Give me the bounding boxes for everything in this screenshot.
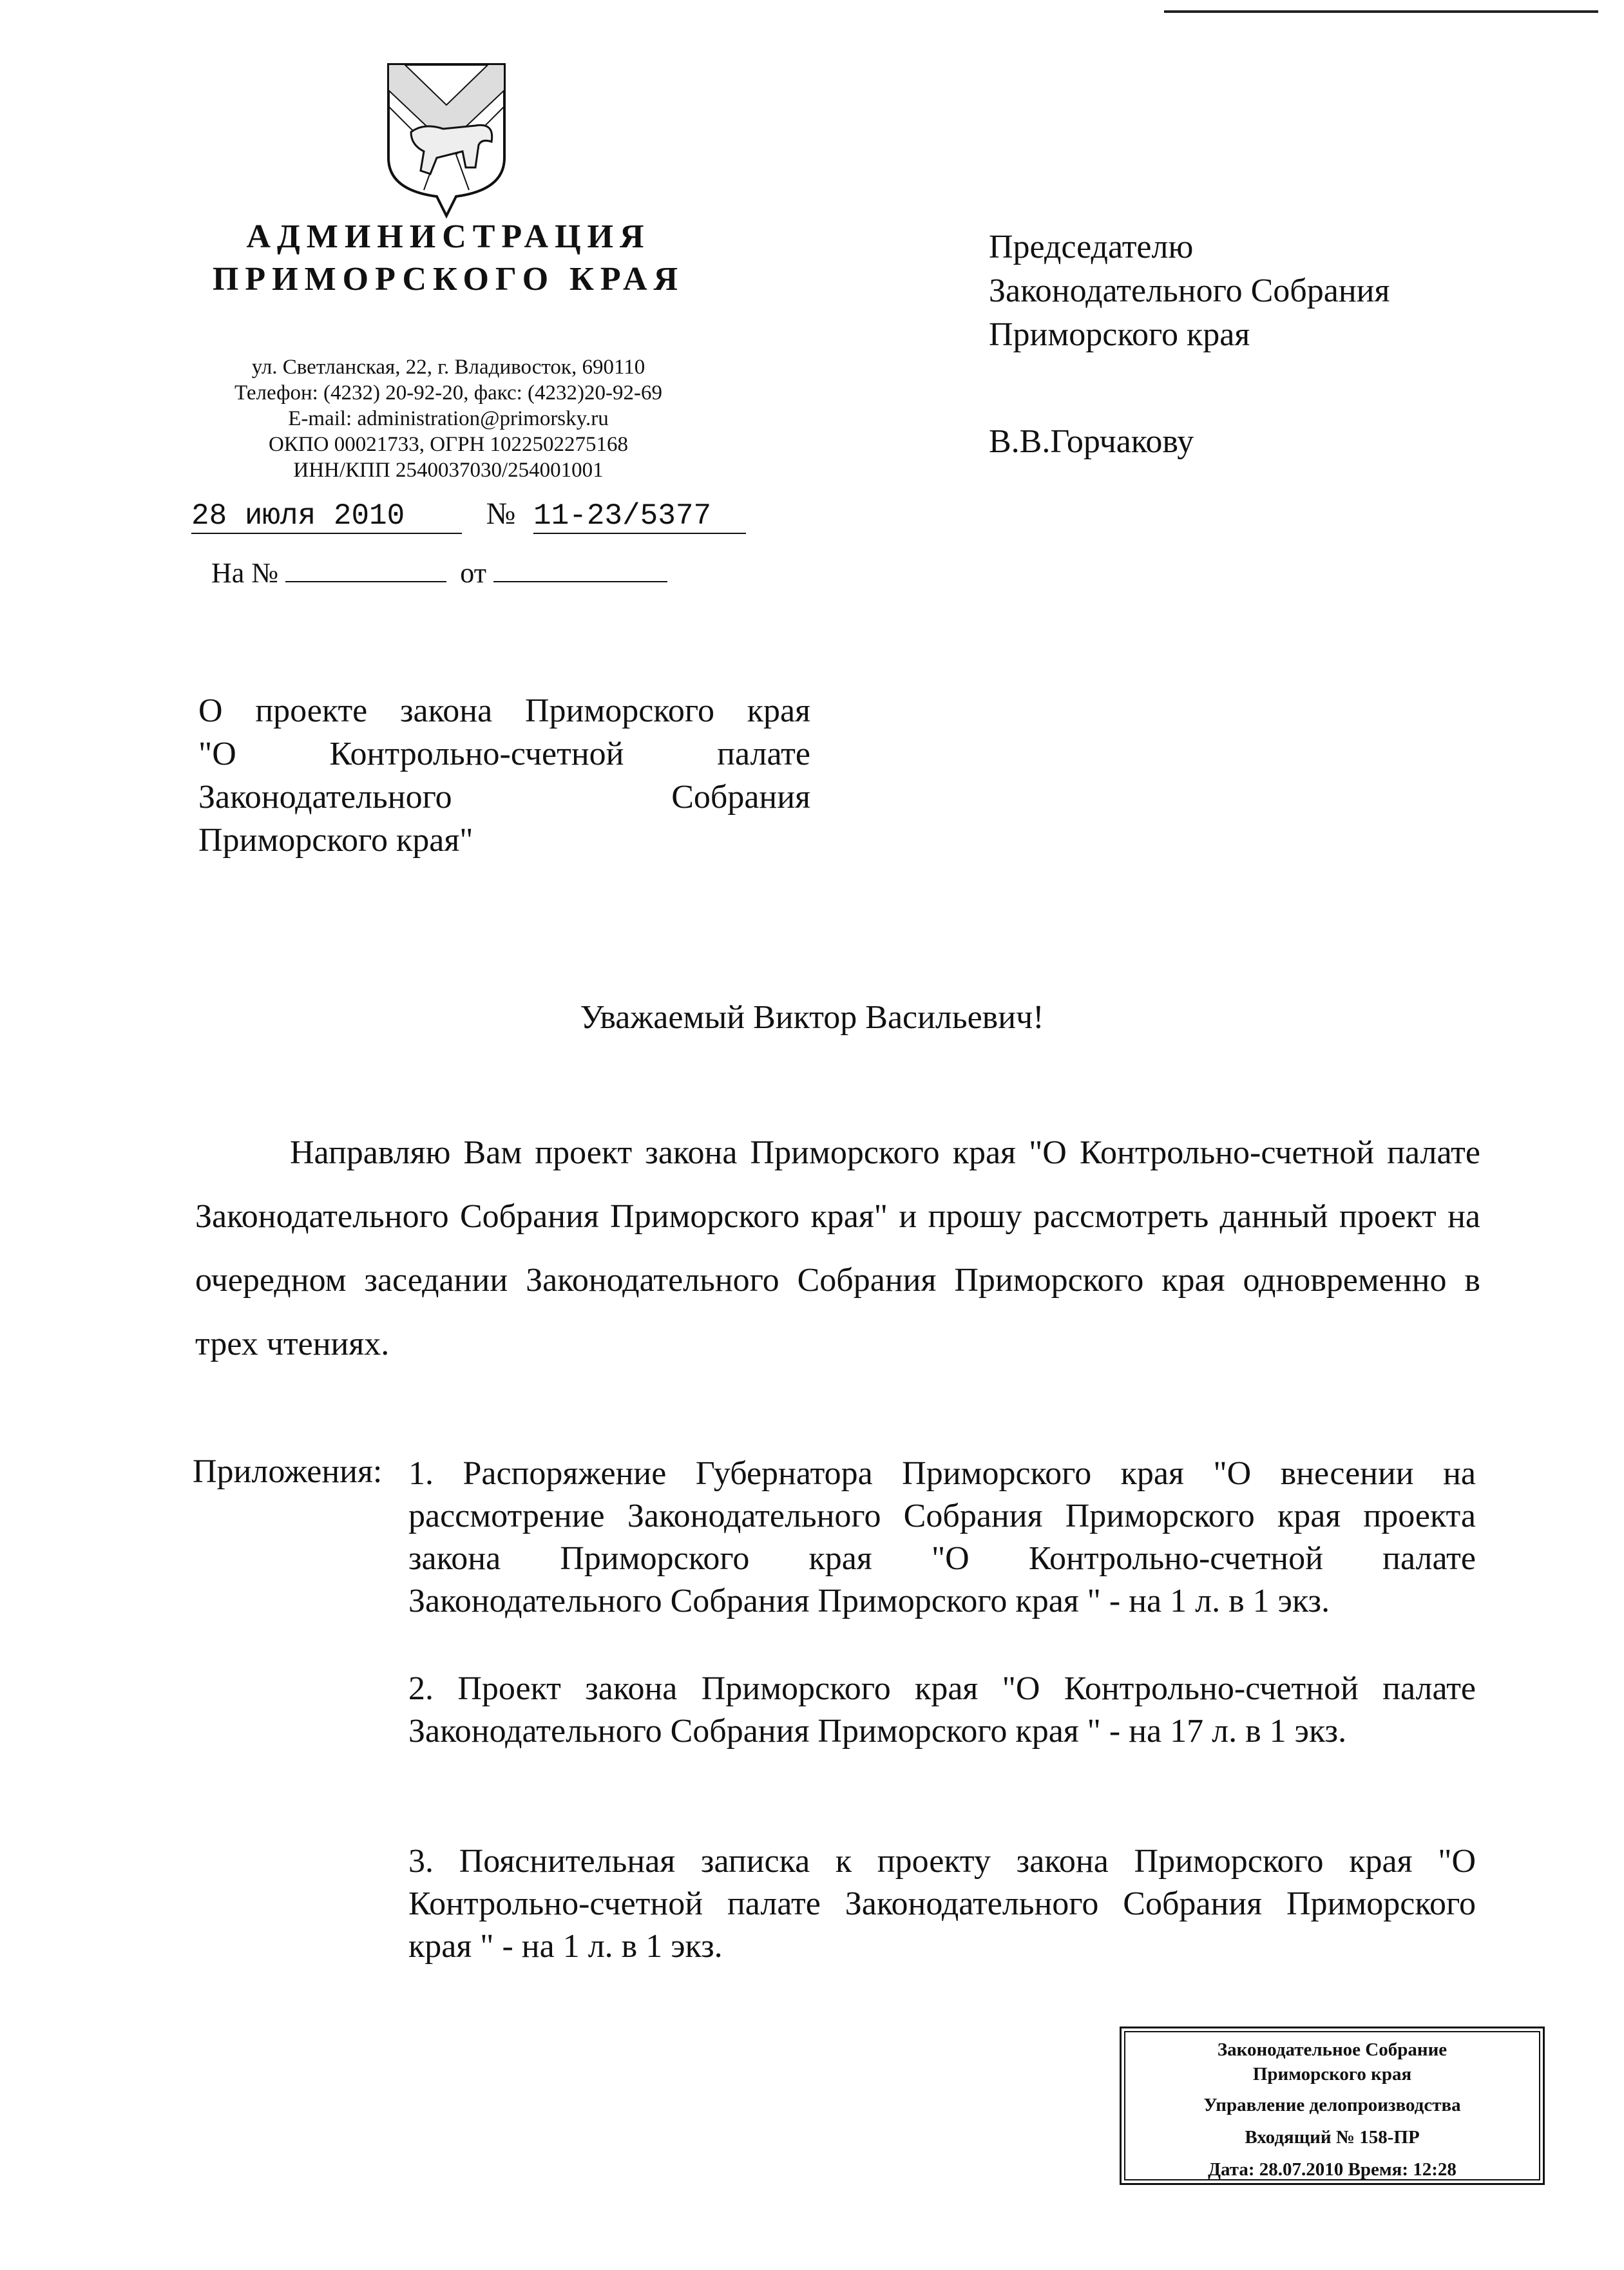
body-paragraph: Направляю Вам проект закона Приморского края "О Контрольно-счетной палате Законодательного Собрания Приморского края" и прошу рассмотреть данный проект на очередном заседании Законодательного Собрания Приморского края одновременно в трех чтениях.: [195, 1134, 1480, 1362]
reply-from-label: от: [460, 557, 486, 589]
email-line: E-mail: administration@primorsky.ru: [288, 407, 609, 430]
stamp-incoming-number: Входящий № 158-ПР: [1245, 2127, 1420, 2148]
okpo-line: ОКПО 00021733, ОГРН 1022502275168: [268, 433, 629, 456]
greeting: Уважаемый Виктор Васильевич!: [580, 999, 1044, 1036]
attachment-item: 1. Распоряжение Губернатора Приморского края "О внесении на рассмотрение Законодательного Собрания Приморского края проекта закона Приморского края "О Контрольно-счетной палате Законодательного Собрания Приморского края " - на 1 л. в 1 экз.: [408, 1455, 1476, 1619]
attachment-item: 3. Пояснительная записка к проекту закона Приморского края "О Контрольно-счетной палате Законодательного Собрания Приморского края " - на 1 л. в 1 экз.: [408, 1843, 1476, 1965]
stamp-line: Законодательное Собрание: [1217, 2039, 1447, 2060]
subject-line: "О Контрольно-счетной палате: [198, 736, 810, 772]
reply-reference-row: [211, 555, 667, 589]
org-address-block: [191, 354, 706, 483]
outgoing-date: 28 июля 2010: [191, 499, 462, 534]
attachment-item: 2. Проект закона Приморского края "О Контрольно-счетной палате Законодательного Собрания Приморского края " - на 17 л. в 1 экз.: [408, 1670, 1476, 1750]
attachments-label: Приложения:: [193, 1453, 383, 1490]
subject-line: Законодательного Собрания: [198, 779, 810, 815]
outgoing-number: 11-23/5377: [533, 499, 746, 534]
reply-number-label: На №: [211, 557, 279, 589]
recipient-title: Приморского края: [989, 316, 1250, 353]
number-label: №: [486, 497, 516, 531]
stamp-line: Управление делопроизводства: [1203, 2095, 1461, 2115]
subject-block: [198, 689, 810, 862]
reply-date-blank: [493, 555, 667, 582]
org-name-line1: АДМИНИСТРАЦИЯ: [246, 218, 651, 255]
stamp-datetime: Дата: 28.07.2010 Время: 12:28: [1208, 2159, 1457, 2180]
scan-edge-line: [1164, 10, 1598, 13]
stamp-line: Приморского края: [1252, 2064, 1412, 2084]
coat-of-arms-icon: [385, 61, 508, 219]
subject-line: Приморского края": [198, 822, 473, 859]
recipient-name: В.В.Горчакову: [989, 423, 1194, 460]
recipient-title: Законодательного Собрания: [989, 272, 1390, 309]
address-line: ул. Светланская, 22, г. Владивосток, 690110: [251, 356, 645, 379]
inn-line: ИНН/КПП 2540037030/254001001: [293, 459, 604, 482]
reply-number-blank: [285, 555, 446, 582]
org-name-line2: ПРИМОРСКОГО КРАЯ: [212, 261, 685, 298]
incoming-registration-stamp: [1120, 2027, 1545, 2185]
recipient-block: [989, 225, 1390, 464]
recipient-title: Председателю: [989, 229, 1194, 265]
outgoing-date-row: [191, 496, 746, 534]
subject-line: О проекте закона Приморского края: [198, 692, 810, 729]
phone-line: Телефон: (4232) 20-92-20, факс: (4232)20-92-69: [234, 381, 662, 405]
